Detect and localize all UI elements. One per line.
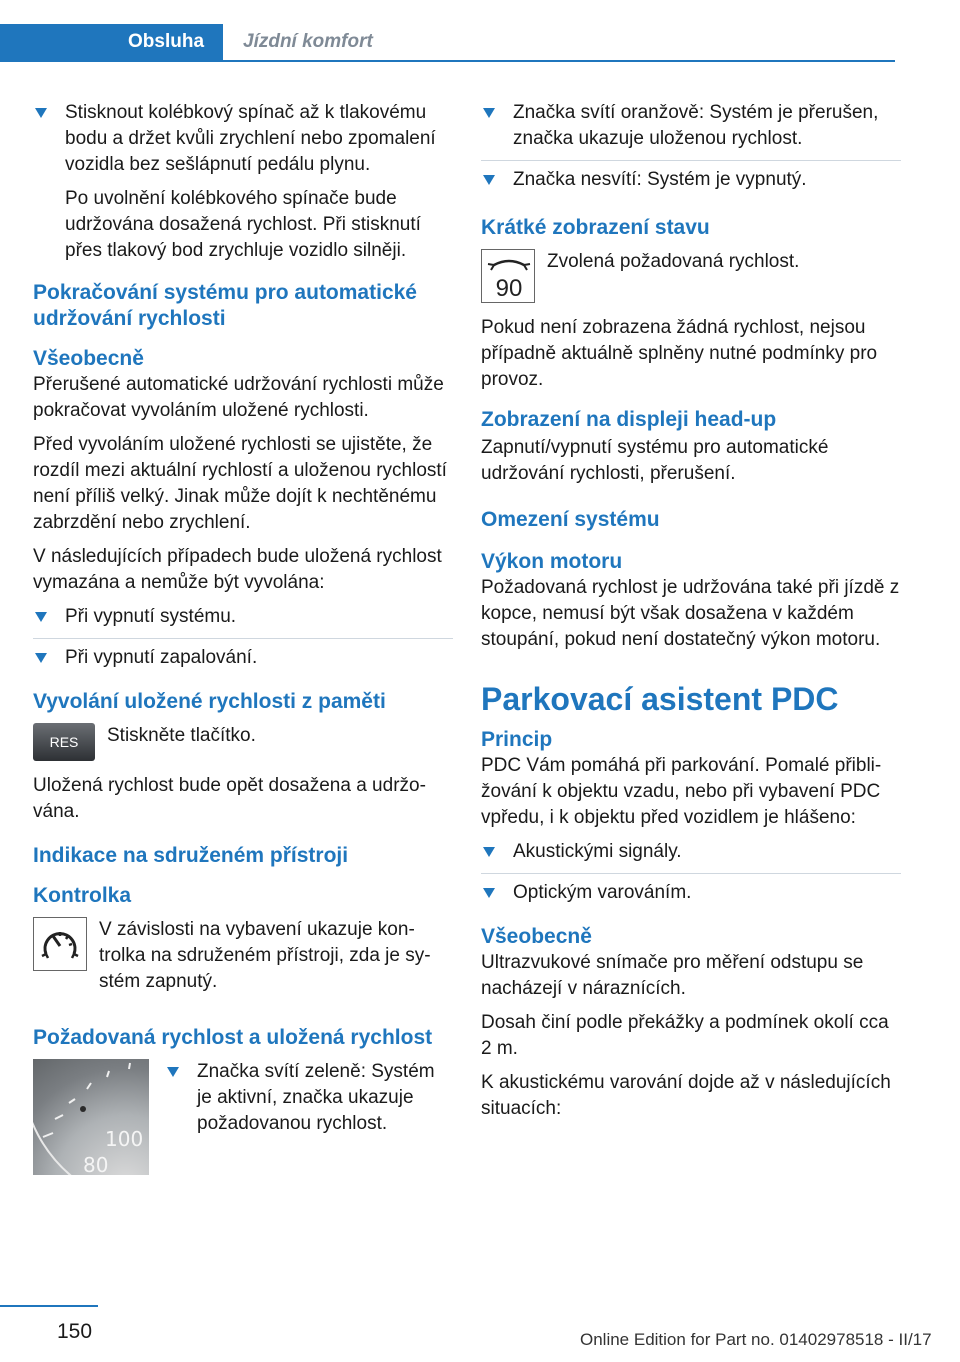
footer-rule	[0, 1305, 98, 1307]
heading-vseobecne-pdc: Všeobecně	[481, 925, 592, 948]
heading-indikace: Indikace na sdruženém přístroji	[33, 844, 349, 867]
heading-vyvolani: Vyvolání uložené rychlosti z paměti	[33, 690, 386, 713]
page-number: 150	[57, 1320, 93, 1343]
paragraph-nasledujicich: V následujících případech bude uložená rychlost vymazána a nemůže být vyvolána:	[33, 546, 442, 593]
heading-parkovaci-asistent: Parkovací asistent PDC	[481, 681, 839, 717]
paragraph-preruseni: Přerušené automatické udržování rychlosti může pokračovat vyvoláním uložené rychlosti.	[33, 374, 444, 421]
res-button-icon: RES	[33, 723, 95, 761]
res-row	[33, 723, 453, 761]
divider	[481, 873, 901, 874]
triangle-bullet-icon	[35, 108, 47, 118]
list-item	[165, 1059, 453, 1137]
heading-kratke-zobrazeni: Krátké zobrazení stavu	[481, 216, 710, 239]
paragraph-pred-vyvolanim: Před vyvoláním uložené rychlosti se ujistěte, že rozdíl mezi aktuální rychlostí a uloženou rychlostí není příliš velký. Jinak může dojít k nechtěnému zabrzdění nebo zrychlení.	[33, 434, 447, 533]
left-column	[33, 100, 453, 1187]
bullet-list-znacka	[481, 100, 901, 193]
cruise-control-indicator-icon	[33, 917, 87, 971]
triangle-bullet-icon	[483, 847, 495, 857]
bullet-continuation: Po uvolnění kolébkového spínače bude udržována dosažená rychlost. Při stisknutí přes tlakový bod zrychluje vozidlo silněji.	[65, 188, 421, 261]
bullet-text: Stisknout kolébkový spínač až k tlakovému bodu a držet kvůli zrychlení nebo zpomalení vozidla bez sešlápnutí pedálu plynu.	[65, 102, 436, 175]
paragraph-vykon: Požadovaná rychlost je udržována také při jízdě z kopce, nemusí být však dosažena v každém stoupání, pokud není dostatečný výkon motoru.	[481, 577, 900, 650]
list-item	[481, 100, 901, 161]
list-item	[33, 645, 453, 671]
chapter-tabs	[0, 24, 895, 62]
heading-head-up: Zobrazení na displeji head-up	[481, 408, 777, 431]
bullet-text: Při vypnutí systému.	[65, 606, 237, 627]
bullet-text: Akustickými signály.	[513, 841, 682, 862]
tab-jizdni-komfort[interactable]	[243, 24, 373, 60]
speedometer-row	[33, 1059, 453, 1175]
bullet-list-zelena	[165, 1059, 453, 1169]
bullet-list-vypnuti	[33, 604, 453, 671]
tab-obsluha-label: Obsluha	[128, 31, 205, 52]
right-column	[481, 100, 901, 1130]
list-item	[33, 604, 453, 639]
divider	[33, 638, 453, 639]
bullet-list-signaly	[481, 839, 901, 906]
speedo-number-80: 80	[83, 1153, 109, 1175]
heading-kontrolka: Kontrolka	[33, 884, 132, 907]
list-item	[481, 880, 901, 906]
triangle-bullet-icon	[483, 175, 495, 185]
list-item	[481, 839, 901, 874]
heading-pokracovani: Pokračování systému pro automatické udržování rychlosti	[33, 281, 417, 330]
bullet-text: Značka nesvítí: Systém je vypnutý.	[513, 169, 807, 190]
paragraph-ulozena: Uložená rychlost bude opět dosažena a udržována.	[33, 775, 426, 822]
hud-number: 90	[495, 275, 523, 302]
list-item	[481, 167, 901, 193]
paragraph-pokud: Pokud není zobrazena žádná rychlost, nejsou případně aktuálně splněny nutné podmínky pro provoz.	[481, 317, 878, 390]
kontrolka-description: V závislosti na vybavení ukazuje kontrolka na sdruženém přístroji, zda je systém zapnutý.	[99, 919, 431, 992]
tab-obsluha[interactable]	[0, 24, 223, 60]
bullet-list-kolebka	[33, 100, 453, 264]
header-rule	[0, 60, 895, 62]
speedometer-image	[33, 1059, 149, 1175]
paragraph-akusticke: K akustickému varování dojde až v následujících situacích:	[481, 1072, 891, 1119]
hud-speed-icon	[481, 249, 535, 303]
hud-description: Zvolená požadovaná rychlost.	[547, 251, 800, 272]
heading-omezeni: Omezení systému	[481, 508, 660, 531]
triangle-bullet-icon	[35, 653, 47, 663]
heading-vseobecne: Všeobecně	[33, 347, 144, 370]
paragraph-dosah: Dosah činí podle překážky a podmínek okolí cca 2 m.	[481, 1012, 889, 1059]
bullet-text: Značka svítí oranžově: Systém je přerušen, značka ukazuje uloženou rychlost.	[513, 102, 879, 149]
paragraph-princip: PDC Vám pomáhá při parkování. Pomalé přibližování k objektu vzadu, nebo při vybavení PDC vpředu, i k objektu před vozidlem je hlášeno:	[481, 755, 882, 828]
triangle-bullet-icon	[483, 888, 495, 898]
res-instruction: Stiskněte tlačítko.	[107, 725, 256, 746]
paragraph-head-up: Zapnutí/vypnutí systému pro automatické udržování rychlosti, přerušení.	[481, 437, 829, 484]
triangle-bullet-icon	[35, 612, 47, 622]
bullet-text: Značka svítí zeleně: Systém je aktivní, značka ukazuje požadovanou rychlost.	[197, 1061, 435, 1134]
hud-row	[481, 249, 901, 303]
triangle-bullet-icon	[483, 108, 495, 118]
edition-note: Online Edition for Part no. 01402978518 - II/17	[580, 1330, 932, 1349]
speedo-number-100: 100	[105, 1127, 144, 1151]
list-item	[33, 100, 453, 264]
triangle-bullet-icon	[167, 1067, 179, 1077]
paragraph-ultrazvuk: Ultrazvukové snímače pro měření odstupu se nacházejí v náraznících.	[481, 952, 864, 999]
heading-princip: Princip	[481, 728, 553, 751]
kontrolka-row	[33, 917, 453, 995]
heading-pozadovana: Požadovaná rychlost a uložená rychlost	[33, 1026, 433, 1049]
heading-vykon-motoru: Výkon motoru	[481, 550, 623, 573]
tab-jizdni-komfort-label: Jízdní komfort	[243, 31, 373, 52]
bullet-text: Optickým varováním.	[513, 882, 692, 903]
divider	[481, 160, 901, 161]
bullet-text: Při vypnutí zapalování.	[65, 647, 258, 668]
